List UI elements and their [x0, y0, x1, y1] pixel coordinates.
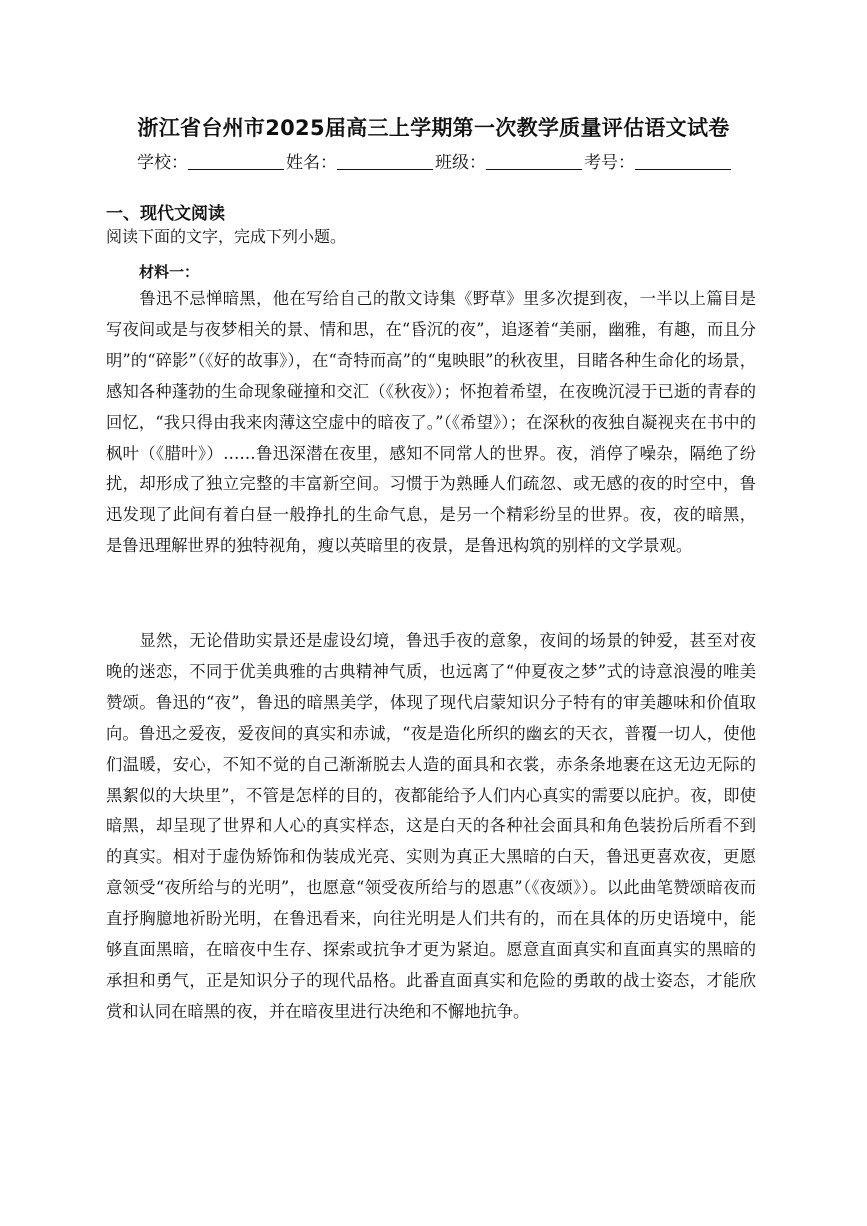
class-label: 班级： [435, 153, 486, 173]
paragraph-text: 显然，无论借助实景还是虚设幻境，鲁迅手夜的意象，夜间的场景的钟爱，甚至对夜晚的迷恋，不同于优美典雅的古典精神气质，也远离了“仲夏夜之梦”式的诗意浪漫的唯美赞颂。鲁迅的“夜”，鲁迅的暗黑美学，体现了现代启蒙知识分子特有的审美趣味和价值取向。鲁迅之爱夜，爱夜间的真实和赤诚，“夜是造化所织的幽玄的天衣，普覆一切人，使他们温暖，安心，不知不觉的自己渐渐脱去人造的面具和衣裳，赤条条地裹在这无边无际的黑絮似的大块里”，不管是怎样的目的，夜都能给予人们内心真实的需要以庇护。夜，即使暗黑，却呈现了世界和人心的真实样态，这是白天的各种社会面具和角色装扮后所看不到的真实。相对于虚伪矫饰和伪装成光亮、实则为真正大黑暗的白天，鲁迅更喜欢夜，更愿意领受“夜所给与的光明”，也愿意“领受夜所给与的恩惠”（《夜颂》）。以此曲笔赞颂暗夜而直抒胸臆地祈盼光明，在鲁迅看来，向往光明是人们共有的，而在具体的历史语境中，能够直面黑暗，在暗夜中生存、探索或抗争才更为紧迫。愿意直面真实和直面真实的黑暗的承担和勇气，正是知识分子的现代品格。此番直面真实和危险的勇敢的战士姿态，才能欣赏和认同在暗黑的夜，并在暗夜里进行决绝和不懈地抗争。 [106, 631, 756, 1021]
material-label: 材料一： [139, 263, 200, 281]
exam-number-label: 考号： [584, 153, 635, 173]
paragraph-1 [106, 284, 756, 562]
class-blank [486, 153, 582, 170]
student-info-line [137, 148, 733, 173]
section-heading: 一、现代文阅读 [106, 204, 225, 224]
exam-number-blank [635, 153, 731, 170]
paragraph-text: 鲁迅不忌惮暗黑，他在写给自己的散文诗集《野草》里多次提到夜，一半以上篇目是写夜间或是与夜梦相关的景、情和思，在“昏沉的夜”，追逐着“美丽，幽雅，有趣，而且分明”的“碎影”（《好的故事》），在“奇特而高”的“鬼映眼”的秋夜里，目睹各种生命化的场景，感知各种蓬勃的生命现象碰撞和交汇（《秋夜》）；怀抱着希望，在夜晚沉浸于已逝的青春的回忆，“我只得由我来肉薄这空虚中的暗夜了。”（《希望》）；在深秋的夜独自凝视夹在书中的枫叶（《腊叶》）……鲁迅深潜在夜里，感知不同常人的世界。夜，消停了噪杂，隔绝了纷扰，却形成了独立完整的丰富新空间。习惯于为熟睡人们疏忽、或无感的夜的时空中，鲁迅发现了此间有着白昼一般挣扎的生命气息，是另一个精彩纷呈的世界。夜，夜的暗黑，是鲁迅理解世界的独特视角，瘦以英暗里的夜景，是鲁迅构筑的别样的文学景观。 [106, 289, 756, 556]
name-label: 姓名： [286, 153, 337, 173]
exam-title: 浙江省台州市2025届高三上学期第一次教学质量评估语文试卷 [137, 116, 730, 140]
school-blank [188, 153, 284, 170]
school-label: 学校： [137, 153, 188, 173]
reading-instruction: 阅读下面的文字，完成下列小题。 [106, 227, 347, 246]
paragraph-indent [106, 289, 139, 308]
paragraph-2 [106, 626, 756, 1028]
name-blank [337, 153, 433, 170]
paragraph-indent [106, 631, 139, 650]
